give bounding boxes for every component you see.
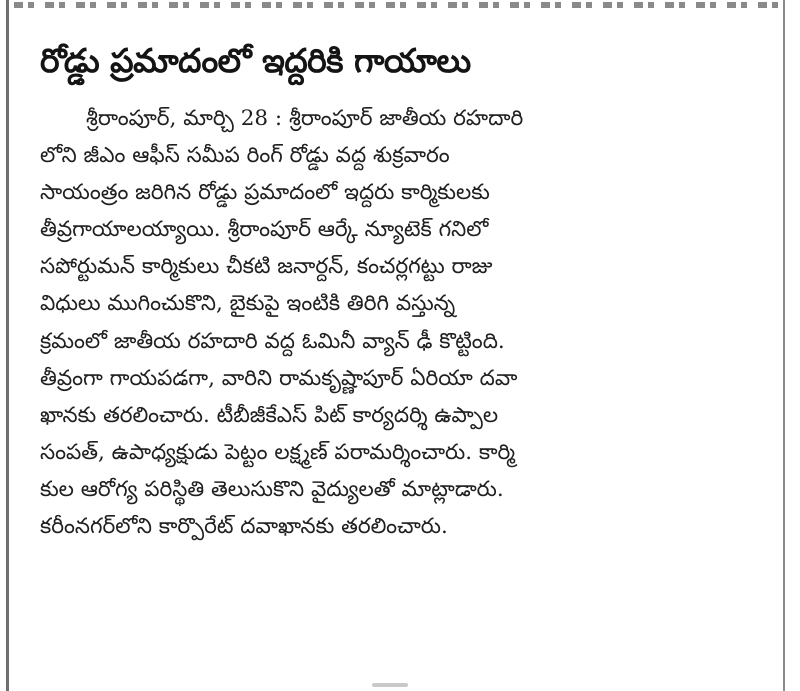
column-rule-left [6, 0, 9, 691]
article-body [40, 100, 768, 545]
article-line: తీవ్రగాయాలయ్యాయి. శ్రీరాంపూర్ ఆర్కే న్యూటెక్ గనిలో [40, 217, 489, 243]
article-line: ఖానకు తరలించారు. టీబీజీకేఎస్ పిట్ కార్యదర్శి ఉప్పాల [40, 402, 499, 428]
article-line: తీవ్రంగా గాయపడగా, వారిని రామకృష్ణాపూర్ ఏరియా దవా [40, 365, 518, 391]
article-line: సంపత్, ఉపాధ్యక్షుడు పెట్టం లక్ష్మణ్ పరామర్శించారు. కార్మి [40, 439, 516, 465]
article-line: సాయంత్రం జరిగిన రోడ్డు ప్రమాదంలో ఇద్దరు కార్మికులకు [40, 180, 490, 206]
news-article [40, 32, 768, 545]
article-line: లోని జీఎం ఆఫీస్ సమీప రింగ్ రోడ్డు వద్ద శుక్రవారం [40, 143, 450, 169]
article-line: కుల ఆరోగ్య పరిస్థితి తెలుసుకొని వైద్యులతో మాట్లాడారు. [40, 476, 504, 502]
cropped-next-mark [372, 683, 408, 687]
column-rule-right [783, 0, 785, 691]
article-line: విధులు ముగించుకొని, బైకుపై ఇంటికి తిరిగి వస్తున్న [40, 291, 456, 317]
article-line: క్రమంలో జాతీయ రహదారి వద్ద ఓమినీ వ్యాన్ ఢీ కొట్టింది. [40, 328, 505, 354]
article-headline: రోడ్డు ప్రమాదంలో ఇద్దరికి గాయాలు [40, 41, 471, 80]
article-line: సపోర్టుమన్ కార్మికులు చీకటి జనార్దన్, కంచర్లగట్టు రాజు [40, 254, 493, 280]
article-line: కరీంనగర్‌లోని కార్పొరేట్ దవాఖానకు తరలించారు. [40, 514, 448, 540]
cropped-previous-line [14, 0, 780, 10]
article-line: శ్రీరాంపూర్, మార్చి 28 : శ్రీరాంపూర్ జాతీయ రహదారి [86, 106, 524, 131]
